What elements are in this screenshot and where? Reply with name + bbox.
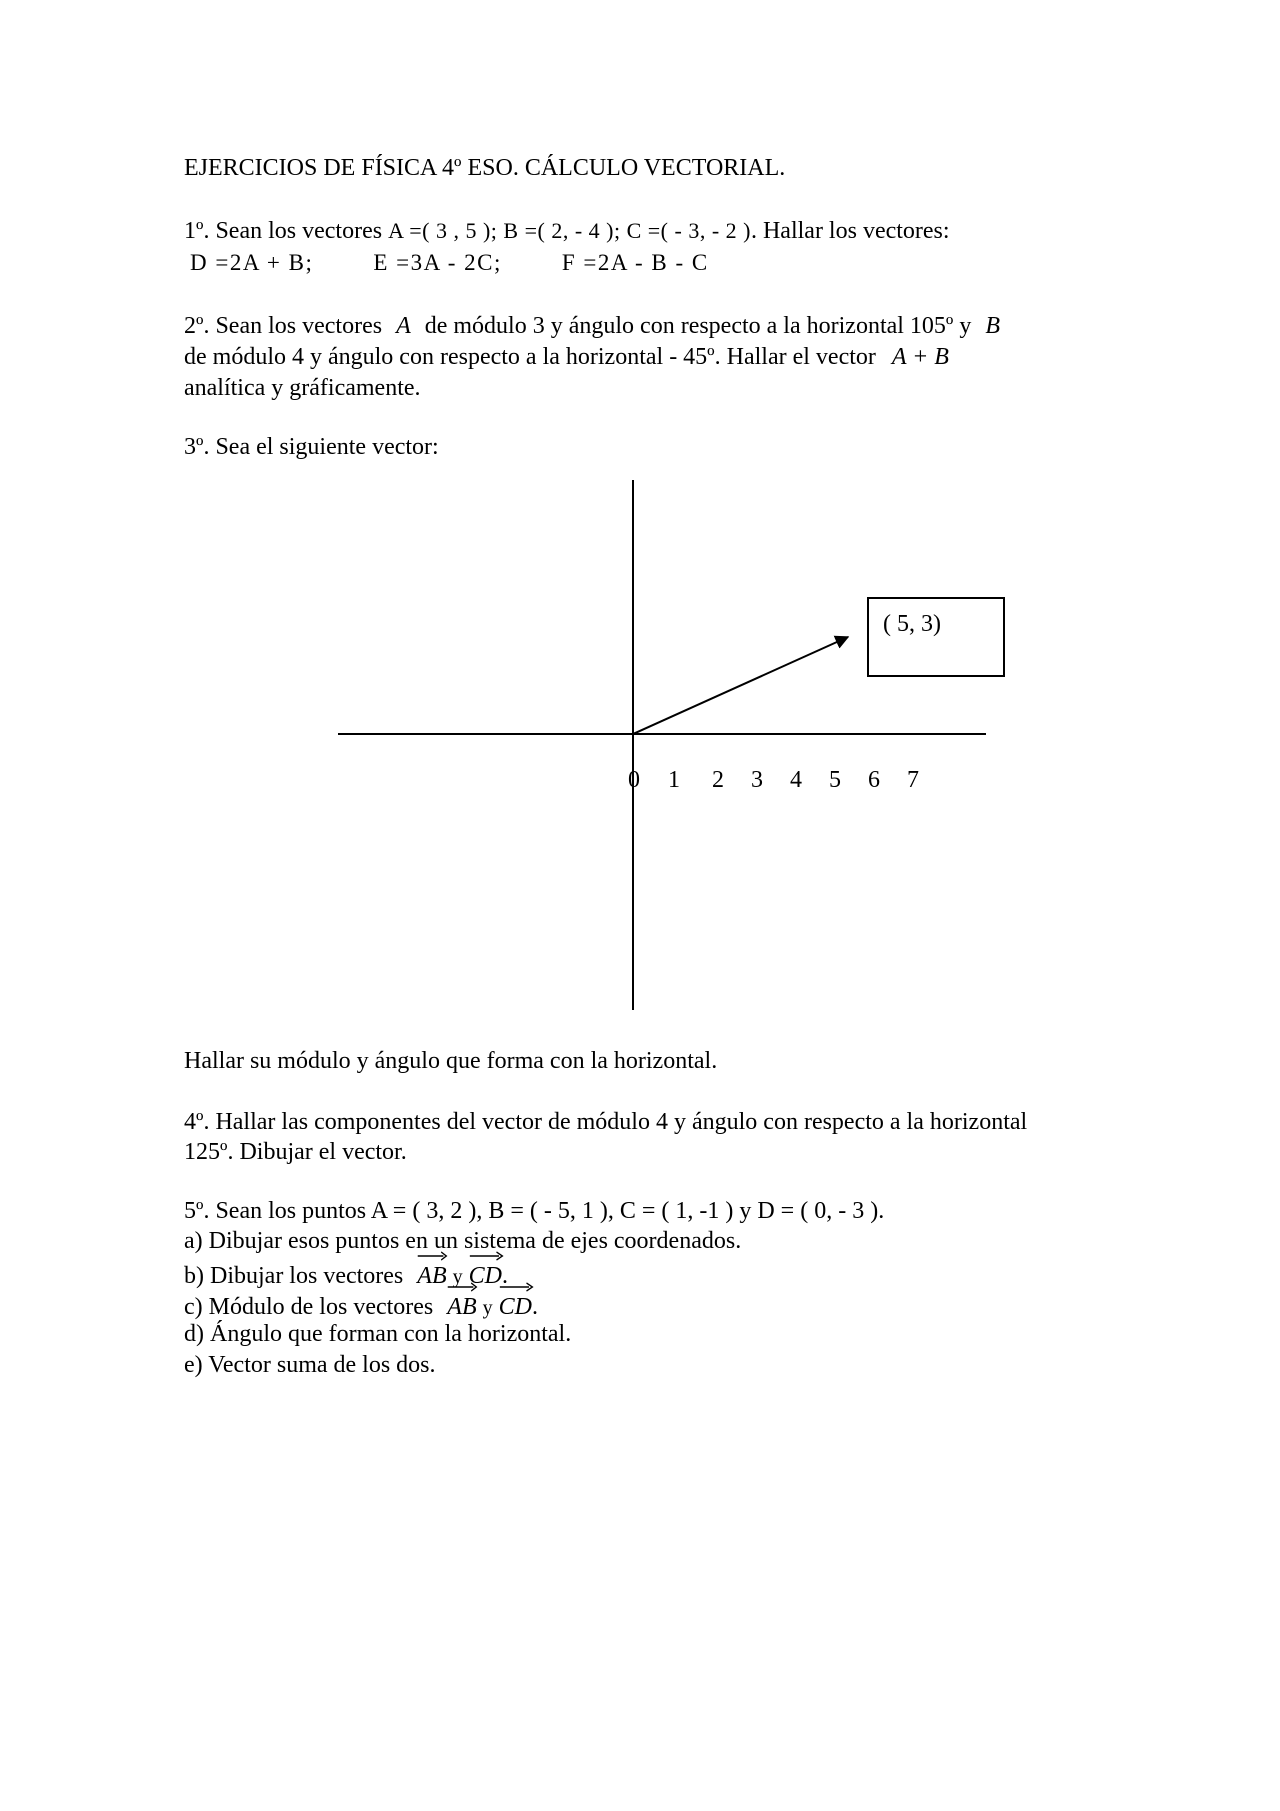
- point-label: ( 5, 3): [883, 611, 941, 637]
- exercise-5-item-e: e) Vector suma de los dos.: [184, 1352, 436, 1378]
- vector-ab: [417, 1257, 446, 1291]
- exercise-5-item-c: [184, 1288, 538, 1323]
- item-b-text: b) Dibujar los vectores: [184, 1263, 404, 1289]
- tick-label: 5: [829, 767, 841, 793]
- exercise-2-line-3: analítica y gráficamente.: [184, 375, 421, 401]
- item-c-text: c) Módulo de los vectores: [184, 1294, 434, 1320]
- exercise-1-vectors: A =( 3 , 5 ); B =( 2, - 4 ); C =( - 3, - 2 ): [388, 218, 751, 243]
- joiner-y: y: [452, 1266, 463, 1288]
- period: .: [531, 1294, 538, 1320]
- vector-arrow-icon: [499, 1282, 532, 1292]
- vector-ab-label: AB: [447, 1294, 477, 1320]
- exercise-5-line-1: 5º. Sean los puntos A = ( 3, 2 ), B = ( - 5, 1 ), C = ( 1, -1 ) y D = ( 0, - 3 ).: [184, 1198, 885, 1224]
- exercise-2-text-a: 2º. Sean los vectores: [184, 313, 383, 339]
- exercise-1-intro: 1º. Sean los vectores: [184, 218, 383, 244]
- tick-label: 2: [712, 767, 724, 793]
- tick-label: 4: [790, 767, 802, 793]
- document-title: EJERCICIOS DE FÍSICA 4º ESO. CÁLCULO VECTORIAL.: [184, 155, 786, 181]
- vector-ab-label: AB: [417, 1263, 447, 1289]
- exercise-1-ask: . Hallar los vectores:: [750, 218, 950, 244]
- point-label-box: [868, 598, 1004, 676]
- vector-sum-symbol: A + B: [891, 344, 949, 370]
- equation-e: E =3A - 2C;: [373, 250, 502, 275]
- vector-a-symbol: A: [396, 313, 411, 339]
- equation-d: D =2A + B;: [190, 250, 314, 275]
- exercise-2-text-c: de módulo 4 y ángulo con respecto a la horizontal - 45º. Hallar el vector: [184, 344, 876, 370]
- tick-label: 7: [907, 767, 919, 793]
- exercise-2-text-b: de módulo 3 y ángulo con respecto a la horizontal 105º y: [424, 313, 972, 339]
- joiner-y: y: [482, 1297, 493, 1319]
- tick-label: 6: [868, 767, 880, 793]
- x-tick-labels: [628, 767, 919, 793]
- vector-cd-label: CD: [498, 1294, 532, 1320]
- exercise-4-line-1: 4º. Hallar las componentes del vector de módulo 4 y ángulo con respecto a la horizontal: [184, 1109, 1028, 1135]
- vector-arrow: [633, 637, 848, 734]
- tick-label: 0: [628, 767, 640, 793]
- vector-ab: [447, 1288, 476, 1322]
- exercise-5-item-d: d) Ángulo que forman con la horizontal.: [184, 1321, 572, 1347]
- vector-b-symbol: B: [985, 313, 1001, 339]
- tick-label: 1: [668, 767, 680, 793]
- vector-cd: [499, 1288, 532, 1322]
- equation-f: F =2A - B - C: [561, 250, 709, 275]
- vector-arrow-icon: [469, 1251, 502, 1261]
- vector-arrow-icon: [417, 1251, 446, 1261]
- exercise-5-item-a: a) Dibujar esos puntos en un sistema de ejes coordenados.: [184, 1228, 742, 1254]
- vector-cd-label: CD: [468, 1263, 502, 1289]
- vector-arrow-icon: [447, 1282, 476, 1292]
- period: .: [501, 1263, 508, 1289]
- exercise-3-intro: 3º. Sea el siguiente vector:: [184, 434, 439, 460]
- exercise-3-question: Hallar su módulo y ángulo que forma con la horizontal.: [184, 1048, 718, 1074]
- exercise-4-line-2: 125º. Dibujar el vector.: [184, 1139, 407, 1165]
- tick-label: 3: [751, 767, 763, 793]
